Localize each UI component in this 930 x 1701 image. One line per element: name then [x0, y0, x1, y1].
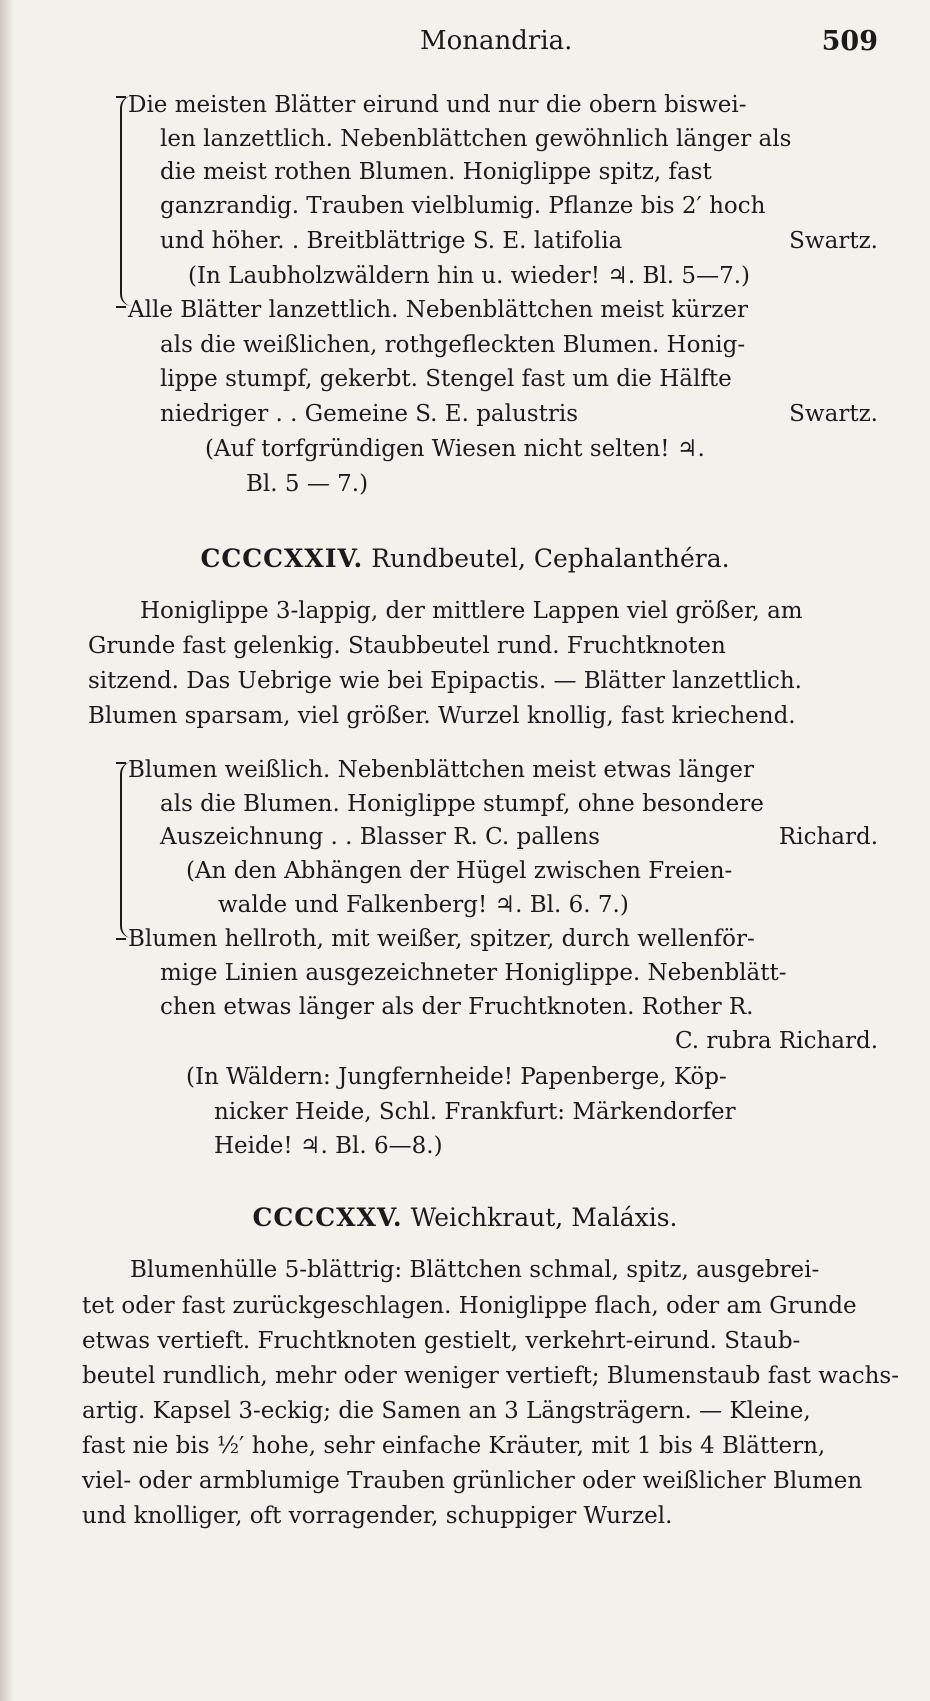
genus-number: CCCCXXV.: [252, 1203, 403, 1232]
key-brace-lower: [120, 762, 136, 938]
habitat-line: (An den Abhängen der Hügel zwischen Freien-: [186, 858, 733, 884]
text-line: lippe stumpf, gekerbt. Stengel fast um die Hälfte: [160, 366, 732, 392]
text-line: als die weißlichen, rothgefleckten Blumen. Honig-: [160, 332, 746, 358]
text-line: mige Linien ausgezeichneter Honiglippe. Nebenblätt-: [160, 960, 787, 986]
species-name: niedriger . . Gemeine S. E. palustris: [160, 401, 579, 427]
genus-german-name: Rundbeutel,: [371, 544, 526, 573]
running-title: Monandria.: [420, 26, 573, 56]
genus-german-name: Weichkraut,: [410, 1203, 564, 1232]
species-line: [160, 822, 878, 852]
species-name: und höher. . Breitblättrige S. E. latifolia: [160, 228, 623, 254]
genus-description-line: Grunde fast gelenkig. Staubbeutel rund. Fruchtknoten: [88, 633, 726, 659]
text-line: Alle Blätter lanzettlich. Nebenblättchen meist kürzer: [128, 297, 748, 323]
genus-description-line: tet oder fast zurückgeschlagen. Honiglippe flach, oder am Grunde: [82, 1293, 857, 1319]
text-line: chen etwas länger als der Fruchtknoten. Rother R.: [160, 994, 754, 1020]
species-authority: Swartz.: [789, 401, 878, 427]
text-line: Blumen hellroth, mit weißer, spitzer, durch wellenför-: [128, 926, 755, 952]
species-line: [160, 1026, 878, 1056]
text-line: die meist rothen Blumen. Honiglippe spitz, fast: [160, 159, 712, 185]
genus-description-line: etwas vertieft. Fruchtknoten gestielt, verkehrt-eirund. Staub-: [82, 1328, 801, 1354]
species-name: C. rubra: [674, 1028, 772, 1054]
binding-shadow: [0, 0, 14, 1701]
text-line: len lanzettlich. Nebenblättchen gewöhnlich länger als: [160, 126, 792, 152]
key-brace-tip: [116, 938, 126, 940]
habitat-line: walde und Falkenberg! ♃. Bl. 6. 7.): [218, 892, 629, 918]
genus-description-line: viel- oder armblumige Trauben grünlicher oder weißlicher Blumen: [82, 1468, 863, 1494]
key-brace-tip: [116, 762, 126, 764]
habitat-line: nicker Heide, Schl. Frankfurt: Märkendorfer: [214, 1099, 736, 1125]
genus-number: CCCCXXIV.: [200, 544, 364, 573]
key-brace-upper: [120, 96, 136, 306]
species-name-authority: [675, 1026, 878, 1056]
species-authority: Richard.: [778, 1028, 878, 1054]
species-line: [160, 399, 878, 429]
habitat-line: Heide! ♃. Bl. 6—8.): [214, 1133, 443, 1159]
genus-description-line: beutel rundlich, mehr oder weniger vertieft; Blumenstaub fast wachs-: [82, 1363, 899, 1389]
habitat-line: Bl. 5 — 7.): [246, 471, 369, 497]
species-line: [160, 226, 878, 256]
genus-heading: [0, 1202, 930, 1234]
genus-description-line: Blumenhülle 5-blättrig: Blättchen schmal, spitz, ausgebrei-: [130, 1257, 820, 1283]
text-line: als die Blumen. Honiglippe stumpf, ohne besondere: [160, 791, 764, 817]
genus-description-line: Honiglippe 3-lappig, der mittlere Lappen viel größer, am: [140, 598, 803, 624]
genus-heading: [0, 543, 930, 575]
genus-description-line: sitzend. Das Uebrige wie bei Epipactis. — Blätter lanzettlich.: [88, 668, 802, 694]
genus-description-line: artig. Kapsel 3-eckig; die Samen an 3 Längsträgern. — Kleine,: [82, 1398, 811, 1424]
page-header: [0, 26, 930, 66]
genus-latin-name: Maláxis.: [571, 1203, 678, 1232]
genus-latin-name: Cephalanthéra.: [533, 544, 730, 573]
text-line: Die meisten Blätter eirund und nur die obern biswei-: [128, 92, 747, 118]
page-number: 509: [821, 26, 878, 57]
genus-description-line: Blumen sparsam, viel größer. Wurzel knollig, fast kriechend.: [88, 703, 796, 729]
species-authority: Swartz.: [789, 228, 878, 254]
habitat-line: (In Wäldern: Jungfernheide! Papenberge, Köp-: [186, 1064, 727, 1090]
text-line: Blumen weißlich. Nebenblättchen meist etwas länger: [128, 757, 754, 783]
habitat-line: (Auf torfgründigen Wiesen nicht selten! ♃.: [205, 436, 705, 462]
genus-description-line: und knolliger, oft vorragender, schuppiger Wurzel.: [82, 1503, 673, 1529]
key-brace-tip: [116, 96, 126, 98]
species-name: Auszeichnung . . Blasser R. C. pallens: [160, 824, 600, 850]
genus-description-line: fast nie bis ½′ hohe, sehr einfache Kräuter, mit 1 bis 4 Blättern,: [82, 1433, 826, 1459]
habitat-line: (In Laubholzwäldern hin u. wieder! ♃. Bl. 5—7.): [188, 263, 750, 289]
text-line: ganzrandig. Trauben vielblumig. Pflanze bis 2′ hoch: [160, 193, 766, 219]
key-brace-tip: [116, 306, 126, 308]
species-authority: Richard.: [778, 824, 878, 850]
